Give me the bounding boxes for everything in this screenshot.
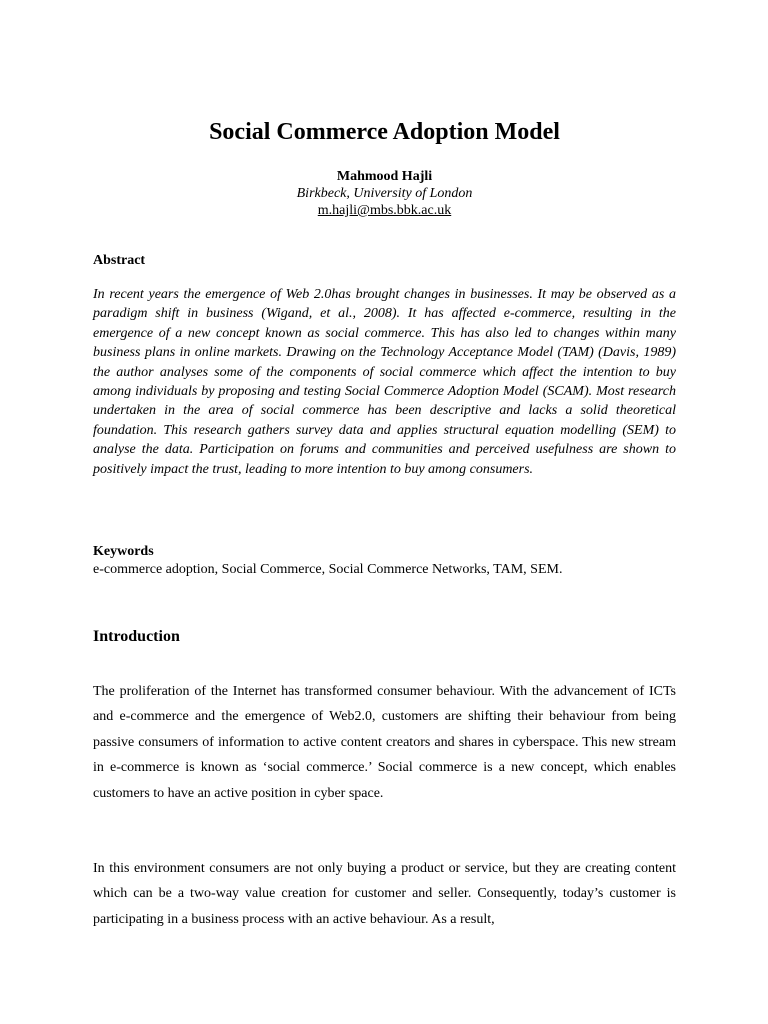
paper-title: Social Commerce Adoption Model: [209, 119, 560, 145]
author-block: [93, 168, 676, 219]
body-paragraph: The proliferation of the Internet has transformed consumer behaviour. With the advancement of ICTs and e-commerce and the emergence of Web2.0, customers are shifting their behaviour from being passive consumers of information to active content creators and shares in cyberspace. This new stream in e-commerce is known as ‘social commerce.’ Social commerce is a new concept, which enables customers to have an active position in cyber space.: [93, 684, 676, 801]
introduction-heading: Introduction: [93, 628, 180, 645]
author-name: Mahmood Hajli: [336, 169, 433, 184]
author-affiliation: Birkbeck, University of London: [296, 186, 473, 201]
abstract-text: In recent years the emergence of Web 2.0has brought changes in businesses. It may be observed as a paradigm shift in business (Wigand, et al., 2008). It has affected e-commerce, resulting in the emergence of a new concept known as social commerce. This has also led to changes within many business plans in online markets. Drawing on the Technology Acceptance Model (TAM) (Davis, 1989) the author analyses some of the components of social commerce which affect the intention to buy among individuals by proposing and testing Social Commerce Adoption Model (SCAM). Most research undertaken in the area of social commerce has been descriptive and lacks a solid theoretical foundation. This research gathers survey data and applies structural equation modelling (SEM) to analyse the data. Participation on forums and communities and perceived usefulness are shown to positively impact the trust, leading to more intention to buy among consumers.: [93, 287, 676, 477]
abstract-heading: Abstract: [93, 253, 146, 268]
author-email-link[interactable]: m.hajli@mbs.bbk.ac.uk: [317, 203, 452, 218]
body-paragraph: In this environment consumers are not only buying a product or service, but they are creating content which can be a two-way value creation for customer and seller. Consequently, today’s customer is participating in a business process with an active behaviour. As a result,: [93, 861, 676, 927]
keywords-text: e-commerce adoption, Social Commerce, Social Commerce Networks, TAM, SEM.: [93, 562, 563, 577]
keywords-heading: Keywords: [93, 544, 154, 559]
